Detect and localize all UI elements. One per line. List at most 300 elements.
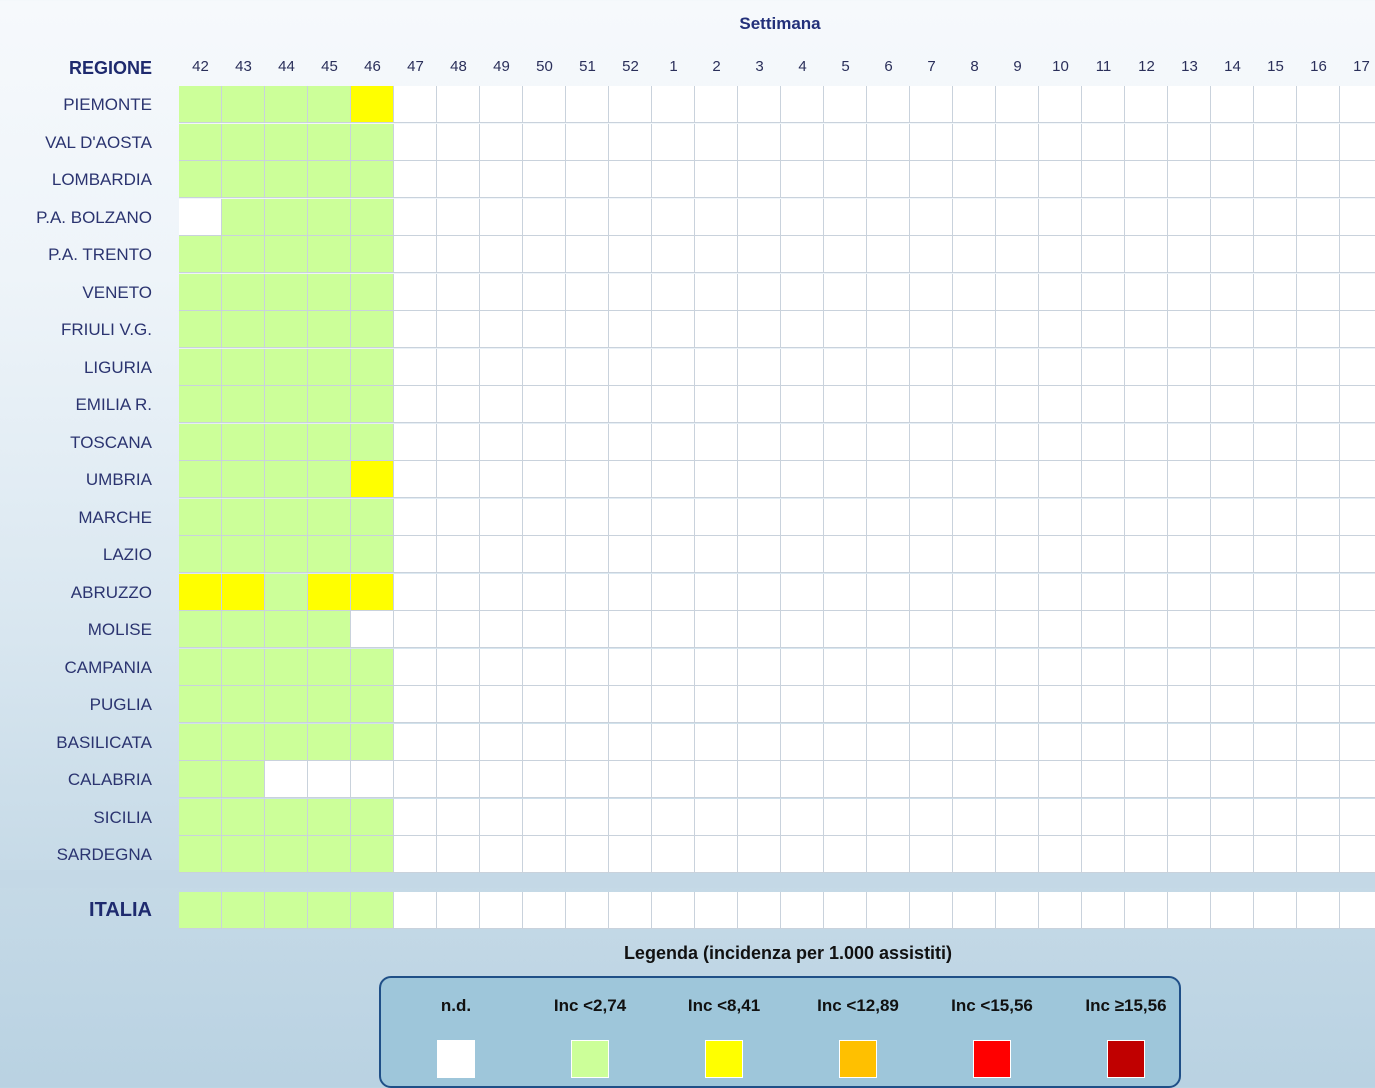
legend-label: Inc <12,89	[817, 996, 899, 1015]
heatmap-cell	[1082, 649, 1125, 686]
heatmap-cell	[308, 686, 351, 723]
heatmap-cell	[179, 86, 222, 123]
heatmap-cell	[394, 424, 437, 461]
region-label: ABRUZZO	[70, 582, 152, 602]
heatmap-cell	[781, 161, 824, 198]
heatmap-cell	[351, 536, 394, 573]
heatmap-cell	[351, 199, 394, 236]
heatmap-cell	[1082, 686, 1125, 723]
heatmap-cell	[394, 724, 437, 761]
heatmap-cell	[566, 499, 609, 536]
heatmap-cell	[1168, 311, 1211, 348]
heatmap-cell	[351, 349, 394, 386]
heatmap-cell	[1340, 574, 1375, 611]
heatmap-cell	[609, 199, 652, 236]
week-tick-label: 47	[407, 58, 424, 75]
heatmap-cell	[1125, 349, 1168, 386]
heatmap-cell	[824, 161, 867, 198]
heatmap-cell	[351, 274, 394, 311]
heatmap-cell	[179, 199, 222, 236]
heatmap-cell	[695, 274, 738, 311]
heatmap-cell	[394, 611, 437, 648]
heatmap-cell	[1211, 836, 1254, 873]
heatmap-cell	[996, 649, 1039, 686]
heatmap-cell	[652, 499, 695, 536]
heatmap-cell	[609, 686, 652, 723]
week-tick-label: 14	[1224, 58, 1241, 75]
heatmap-cell	[609, 161, 652, 198]
heatmap-cell	[824, 499, 867, 536]
heatmap-cell	[824, 761, 867, 798]
heatmap-cell	[652, 724, 695, 761]
heatmap-cell	[1211, 274, 1254, 311]
italia-cell	[1254, 892, 1297, 929]
heatmap-cell	[480, 574, 523, 611]
heatmap-cell	[609, 86, 652, 123]
heatmap-cell	[308, 124, 351, 161]
heatmap-cell	[781, 199, 824, 236]
heatmap-cell	[996, 236, 1039, 273]
heatmap-cell	[480, 86, 523, 123]
heatmap-cell	[394, 574, 437, 611]
heatmap-cell	[523, 461, 566, 498]
heatmap-cell	[308, 574, 351, 611]
heatmap-cell	[1297, 461, 1340, 498]
heatmap-cell	[308, 86, 351, 123]
heatmap-cell	[351, 311, 394, 348]
heatmap-cell	[222, 161, 265, 198]
heatmap-cell	[1254, 836, 1297, 873]
heatmap-cell	[1168, 349, 1211, 386]
heatmap-cell	[566, 349, 609, 386]
heatmap-cell	[609, 536, 652, 573]
heatmap-cell	[867, 124, 910, 161]
italia-cell	[523, 892, 566, 929]
heatmap-cell	[1168, 574, 1211, 611]
heatmap-cell	[480, 799, 523, 836]
heatmap-cell	[1168, 536, 1211, 573]
heatmap-cell	[1340, 349, 1375, 386]
region-label: BASILICATA	[56, 732, 152, 752]
heatmap-cell	[652, 761, 695, 798]
heatmap-cell	[1254, 424, 1297, 461]
heatmap-cell	[1297, 274, 1340, 311]
heatmap-cell	[523, 836, 566, 873]
legend-swatch	[705, 1040, 743, 1078]
heatmap-cell	[1297, 761, 1340, 798]
heatmap-cell	[222, 86, 265, 123]
heatmap-cell	[1297, 311, 1340, 348]
italia-cell	[609, 892, 652, 929]
heatmap-cell	[480, 836, 523, 873]
heatmap-cell	[1211, 536, 1254, 573]
heatmap-cell	[1039, 499, 1082, 536]
week-tick-label: 3	[755, 58, 764, 75]
heatmap-cell	[1125, 649, 1168, 686]
heatmap-cell	[695, 349, 738, 386]
heatmap-cell	[566, 724, 609, 761]
heatmap-cell	[179, 686, 222, 723]
heatmap-cell	[1125, 761, 1168, 798]
heatmap-cell	[1254, 199, 1297, 236]
heatmap-cell	[1125, 799, 1168, 836]
heatmap-cell	[1039, 424, 1082, 461]
heatmap-cell	[308, 161, 351, 198]
heatmap-cell	[222, 349, 265, 386]
heatmap-cell	[1039, 311, 1082, 348]
heatmap-cell	[781, 86, 824, 123]
heatmap-cell	[1340, 799, 1375, 836]
heatmap-cell	[1168, 611, 1211, 648]
heatmap-cell	[1082, 386, 1125, 423]
heatmap-cell	[781, 574, 824, 611]
heatmap-cell	[480, 274, 523, 311]
heatmap-cell	[867, 686, 910, 723]
heatmap-cell	[781, 311, 824, 348]
week-tick-label: 11	[1095, 58, 1112, 75]
heatmap-cell	[824, 236, 867, 273]
week-tick-label: 17	[1353, 58, 1370, 75]
heatmap-cell	[179, 311, 222, 348]
heatmap-cell	[222, 611, 265, 648]
italia-cell	[437, 892, 480, 929]
heatmap-cell	[609, 611, 652, 648]
heatmap-cell	[394, 836, 437, 873]
heatmap-cell	[652, 649, 695, 686]
week-tick-label: 12	[1138, 58, 1155, 75]
heatmap-cell	[609, 349, 652, 386]
heatmap-cell	[1254, 461, 1297, 498]
heatmap-cell	[867, 499, 910, 536]
heatmap-cell	[781, 724, 824, 761]
heatmap-cell	[523, 499, 566, 536]
heatmap-cell	[695, 761, 738, 798]
heatmap-cell	[1254, 686, 1297, 723]
heatmap-cell	[781, 424, 824, 461]
region-label: MARCHE	[78, 507, 152, 527]
heatmap-cell	[738, 274, 781, 311]
heatmap-cell	[910, 761, 953, 798]
heatmap-cell	[437, 461, 480, 498]
italia-cell	[265, 892, 308, 929]
heatmap-cell	[179, 574, 222, 611]
heatmap-cell	[566, 686, 609, 723]
heatmap-cell	[953, 499, 996, 536]
legend-swatch	[839, 1040, 877, 1078]
heatmap-cell	[695, 161, 738, 198]
heatmap-cell	[738, 424, 781, 461]
italia-cell	[652, 892, 695, 929]
heatmap-cell	[1211, 761, 1254, 798]
heatmap-cell	[1254, 349, 1297, 386]
heatmap-cell	[523, 761, 566, 798]
heatmap-cell	[394, 274, 437, 311]
heatmap-cell	[179, 236, 222, 273]
heatmap-cell	[394, 86, 437, 123]
heatmap-cell	[523, 686, 566, 723]
legend-swatch	[973, 1040, 1011, 1078]
heatmap-cell	[351, 386, 394, 423]
heatmap-cell	[179, 461, 222, 498]
heatmap-cell	[394, 386, 437, 423]
heatmap-cell	[1125, 236, 1168, 273]
heatmap-cell	[738, 199, 781, 236]
heatmap-cell	[695, 836, 738, 873]
heatmap-cell	[695, 236, 738, 273]
heatmap-cell	[910, 536, 953, 573]
heatmap-cell	[781, 461, 824, 498]
heatmap-cell	[867, 536, 910, 573]
legend-box	[379, 976, 1181, 1088]
heatmap-cell	[953, 799, 996, 836]
heatmap-cell	[652, 86, 695, 123]
heatmap-cell	[1168, 424, 1211, 461]
heatmap-cell	[179, 799, 222, 836]
heatmap-cell	[308, 611, 351, 648]
heatmap-cell	[394, 649, 437, 686]
heatmap-cell	[609, 311, 652, 348]
legend-label: Inc <8,41	[687, 996, 761, 1015]
heatmap-cell	[394, 536, 437, 573]
heatmap-cell	[1297, 424, 1340, 461]
heatmap-cell	[222, 199, 265, 236]
heatmap-cell	[308, 424, 351, 461]
heatmap-cell	[222, 574, 265, 611]
heatmap-cell	[867, 424, 910, 461]
heatmap-cell	[910, 424, 953, 461]
heatmap-cell	[179, 124, 222, 161]
heatmap-cell	[1340, 649, 1375, 686]
heatmap-cell	[695, 574, 738, 611]
region-label: VAL D'AOSTA	[45, 132, 152, 152]
region-label: SICILIA	[93, 807, 152, 827]
region-label: CAMPANIA	[64, 657, 152, 677]
heatmap-cell	[1254, 86, 1297, 123]
heatmap-cell	[437, 649, 480, 686]
week-tick-label: 4	[798, 58, 807, 75]
heatmap-cell	[179, 836, 222, 873]
heatmap-cell	[265, 611, 308, 648]
heatmap-cell	[781, 611, 824, 648]
heatmap-cell	[1297, 86, 1340, 123]
heatmap-cell	[1297, 649, 1340, 686]
heatmap-cell	[1125, 724, 1168, 761]
heatmap-cell	[480, 349, 523, 386]
heatmap-cell	[695, 424, 738, 461]
heatmap-cell	[437, 236, 480, 273]
heatmap-cell	[265, 649, 308, 686]
heatmap-cell	[695, 199, 738, 236]
heatmap-cell	[480, 161, 523, 198]
week-tick-label: 8	[970, 58, 979, 75]
week-tick-label: 9	[1013, 58, 1022, 75]
heatmap-cell	[824, 424, 867, 461]
heatmap-cell	[1211, 686, 1254, 723]
heatmap-cell	[1082, 836, 1125, 873]
heatmap-cell	[1039, 836, 1082, 873]
region-label: LIGURIA	[83, 357, 152, 377]
heatmap-cell	[437, 386, 480, 423]
heatmap-cell	[566, 836, 609, 873]
heatmap-cell	[308, 499, 351, 536]
heatmap-cell	[523, 124, 566, 161]
heatmap-cell	[867, 574, 910, 611]
heatmap-cell	[910, 461, 953, 498]
heatmap-cell	[566, 649, 609, 686]
legend-label: Inc ≥15,56	[1085, 996, 1167, 1015]
heatmap-cell	[1039, 461, 1082, 498]
heatmap-cell	[824, 686, 867, 723]
heatmap-cell	[265, 349, 308, 386]
heatmap-cell	[265, 161, 308, 198]
heatmap-cell	[437, 574, 480, 611]
heatmap-cell	[738, 311, 781, 348]
heatmap-cell	[781, 499, 824, 536]
heatmap-cell	[222, 461, 265, 498]
heatmap-cell	[781, 236, 824, 273]
heatmap-cell	[1168, 199, 1211, 236]
heatmap-cell	[953, 836, 996, 873]
heatmap-cell	[222, 799, 265, 836]
heatmap-cell	[394, 499, 437, 536]
italia-cell	[394, 892, 437, 929]
heatmap-cell	[523, 349, 566, 386]
heatmap-cell	[1082, 124, 1125, 161]
region-label: PIEMONTE	[63, 95, 152, 114]
heatmap-cell	[265, 761, 308, 798]
week-tick-label: 46	[364, 58, 381, 75]
heatmap-cell	[265, 836, 308, 873]
heatmap-cell	[1168, 761, 1211, 798]
heatmap-cell	[1297, 686, 1340, 723]
heatmap-cell	[1254, 761, 1297, 798]
heatmap-cell	[179, 611, 222, 648]
heatmap-cell	[351, 686, 394, 723]
heatmap-cell	[1168, 649, 1211, 686]
heatmap-cell	[652, 161, 695, 198]
heatmap-cell	[1211, 649, 1254, 686]
heatmap-cell	[781, 649, 824, 686]
heatmap-cell	[1082, 199, 1125, 236]
heatmap-cell	[437, 761, 480, 798]
italia-cell	[781, 892, 824, 929]
week-tick-label: 45	[321, 58, 338, 75]
heatmap-cell	[953, 649, 996, 686]
heatmap-cell	[1340, 274, 1375, 311]
heatmap-cell	[1297, 161, 1340, 198]
heatmap-cell	[824, 86, 867, 123]
heatmap-cell	[1254, 574, 1297, 611]
heatmap-cell	[996, 349, 1039, 386]
heatmap-cell	[1168, 499, 1211, 536]
heatmap-cell	[652, 686, 695, 723]
heatmap-cell	[265, 236, 308, 273]
heatmap-cell	[996, 386, 1039, 423]
heatmap-cell	[996, 799, 1039, 836]
heatmap-cell	[1039, 124, 1082, 161]
heatmap-cell	[867, 461, 910, 498]
week-tick-label: 16	[1310, 58, 1327, 75]
heatmap-cell	[480, 236, 523, 273]
heatmap-cell	[652, 349, 695, 386]
heatmap-cell	[1168, 461, 1211, 498]
heatmap-cell	[695, 536, 738, 573]
heatmap-cell	[695, 649, 738, 686]
heatmap-cell	[1082, 799, 1125, 836]
heatmap-cell	[394, 349, 437, 386]
heatmap-cell	[265, 311, 308, 348]
heatmap-cell	[996, 836, 1039, 873]
heatmap-cell	[437, 724, 480, 761]
heatmap-cell	[437, 199, 480, 236]
italia-cell	[308, 892, 351, 929]
heatmap-cell	[437, 86, 480, 123]
heatmap-cell	[1211, 86, 1254, 123]
heatmap-cell	[1211, 124, 1254, 161]
heatmap-cell	[1211, 424, 1254, 461]
italia-cell	[738, 892, 781, 929]
heatmap-cell	[1297, 499, 1340, 536]
heatmap-cell	[1168, 386, 1211, 423]
heatmap-cell	[609, 386, 652, 423]
legend-swatch	[571, 1040, 609, 1078]
heatmap-cell	[1039, 386, 1082, 423]
heatmap-cell	[867, 799, 910, 836]
heatmap-cell	[738, 799, 781, 836]
heatmap-cell	[781, 799, 824, 836]
heatmap-cell	[1082, 86, 1125, 123]
heatmap-cell	[308, 274, 351, 311]
heatmap-cell	[222, 311, 265, 348]
region-label: SARDEGNA	[56, 845, 152, 864]
heatmap-cell	[781, 536, 824, 573]
region-label: EMILIA R.	[75, 395, 152, 414]
heatmap-cell	[867, 349, 910, 386]
heatmap-cell	[953, 574, 996, 611]
heatmap-cell	[910, 274, 953, 311]
heatmap-cell	[1211, 349, 1254, 386]
heatmap-cell	[910, 686, 953, 723]
heatmap-cell	[1082, 761, 1125, 798]
heatmap-cell	[652, 236, 695, 273]
heatmap-cell	[1254, 724, 1297, 761]
heatmap-cell	[609, 124, 652, 161]
heatmap-cell	[1082, 161, 1125, 198]
week-tick-label: 49	[493, 58, 510, 75]
heatmap-cell	[738, 349, 781, 386]
heatmap-cell	[609, 799, 652, 836]
heatmap-cell	[738, 236, 781, 273]
heatmap-cell	[394, 761, 437, 798]
week-tick-label: 10	[1052, 58, 1069, 75]
heatmap-cell	[480, 686, 523, 723]
heatmap-cell	[394, 124, 437, 161]
heatmap-cell	[480, 124, 523, 161]
heatmap-cell	[867, 161, 910, 198]
heatmap-cell	[1254, 311, 1297, 348]
week-tick-label: 5	[841, 58, 850, 75]
heatmap-cell	[308, 761, 351, 798]
italia-cell	[1297, 892, 1340, 929]
heatmap-cell	[1168, 161, 1211, 198]
heatmap-cell	[609, 499, 652, 536]
heatmap-cell	[265, 386, 308, 423]
heatmap-cell	[738, 761, 781, 798]
heatmap-cell	[351, 124, 394, 161]
heatmap-cell	[1254, 536, 1297, 573]
heatmap-cell	[824, 349, 867, 386]
week-tick-label: 2	[712, 58, 721, 75]
